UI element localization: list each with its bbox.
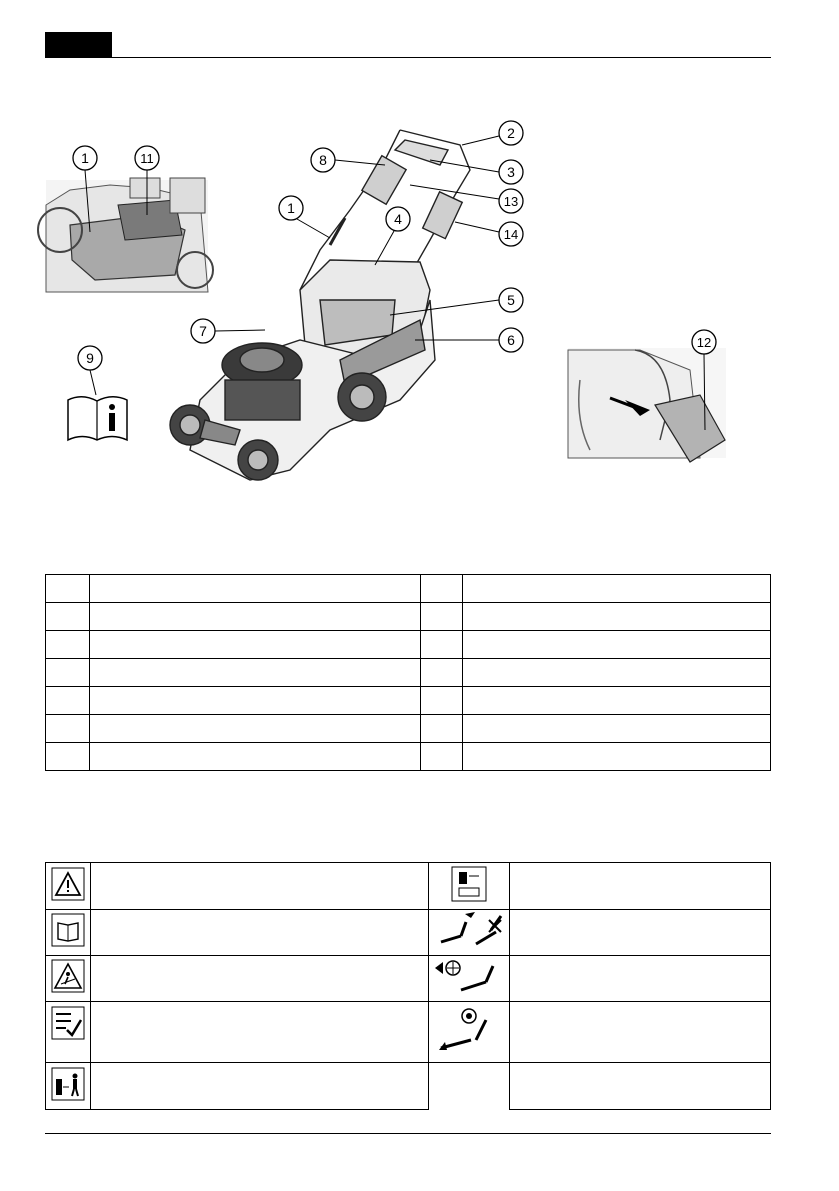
read-manual-icon [46, 910, 91, 956]
table-row [46, 743, 771, 771]
svg-text:8: 8 [319, 152, 327, 168]
svg-text:4: 4 [394, 211, 402, 227]
spark-plug-disconnect-icon [429, 863, 510, 910]
table-row [46, 687, 771, 715]
table-row [46, 575, 771, 603]
handle-controls-icon [429, 910, 510, 956]
callout-13 [410, 185, 523, 213]
table-row [46, 910, 771, 956]
callout-7 [191, 319, 265, 343]
symbols-table [45, 862, 771, 1110]
table-row [46, 1002, 771, 1063]
callout-label: 1 [81, 150, 89, 166]
svg-text:13: 13 [503, 194, 519, 209]
grass-bag-inset [38, 178, 213, 292]
engine-brake-lever-icon [429, 1002, 510, 1063]
table-row [46, 603, 771, 631]
svg-text:11: 11 [140, 151, 154, 166]
svg-text:5: 5 [507, 292, 515, 308]
callout-2 [462, 121, 523, 145]
table-row [46, 631, 771, 659]
svg-text:3: 3 [507, 164, 515, 180]
table-row [46, 863, 771, 910]
svg-text:12: 12 [696, 335, 712, 350]
mulch-plug-inset [568, 348, 726, 462]
svg-text:14: 14 [503, 227, 519, 242]
warning-triangle-icon [46, 863, 91, 910]
svg-text:1: 1 [287, 200, 295, 216]
keep-distance-icon [46, 1063, 91, 1110]
table-row [46, 659, 771, 687]
callout-1-main [279, 196, 330, 238]
blade-stop-icon [429, 956, 510, 1002]
parts-table [45, 574, 771, 771]
check-before-use-icon [46, 1002, 91, 1063]
svg-text:9: 9 [86, 350, 94, 366]
callout-14 [455, 222, 523, 246]
callout-4 [375, 207, 410, 265]
svg-text:6: 6 [507, 332, 515, 348]
svg-text:2: 2 [507, 125, 515, 141]
mower-illustration [0, 0, 839, 500]
thrown-objects-icon [46, 956, 91, 1002]
footer-rule [45, 1133, 771, 1134]
table-row [46, 715, 771, 743]
empty-icon-cell [429, 1063, 510, 1110]
lawn-mower-drawing [170, 130, 470, 480]
table-row [46, 1063, 771, 1110]
callout-3 [430, 160, 523, 184]
table-row [46, 956, 771, 1002]
manual-info-icon [68, 346, 127, 440]
svg-text:7: 7 [199, 323, 207, 339]
